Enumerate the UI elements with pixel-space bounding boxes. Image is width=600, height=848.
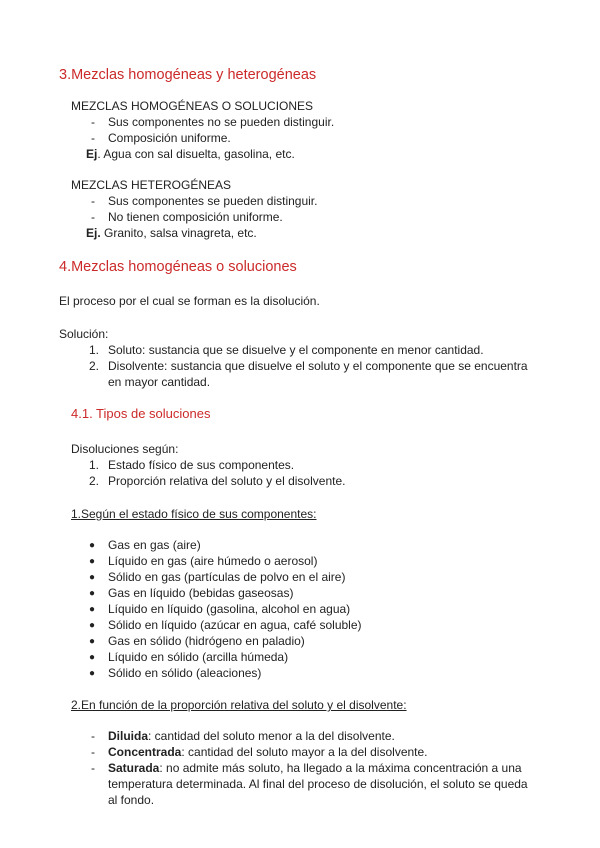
list-item: Sólido en sólido (aleaciones) <box>108 666 262 680</box>
list-number: 2. <box>88 359 99 373</box>
list-item: Sus componentes se pueden distinguir. <box>108 194 318 208</box>
list-item-continuation: en mayor cantidad. <box>108 375 211 389</box>
bullet-marker: ● <box>89 668 96 679</box>
list-item: Líquido en líquido (gasolina, alcohol en agua) <box>108 602 351 616</box>
list-item-continuation: al fondo. <box>108 793 155 807</box>
dash-marker: - <box>91 761 95 775</box>
bullet-marker: ● <box>89 652 96 663</box>
bullet-marker: ● <box>89 620 96 631</box>
list-item: Gas en líquido (bebidas gaseosas) <box>108 586 294 600</box>
section-4-heading: 4.Mezclas homogéneas o soluciones <box>59 259 297 275</box>
list-item: Sólido en gas (partículas de polvo en el aire) <box>108 570 346 584</box>
dash-marker: - <box>91 729 95 743</box>
term: Concentrada <box>108 745 182 759</box>
list-number: 1. <box>88 458 99 472</box>
section-3-heading: 3.Mezclas homogéneas y heterogéneas <box>59 67 317 83</box>
definition: : cantidad del soluto mayor a la del disolvente. <box>181 745 428 759</box>
section-4-intro: El proceso por el cual se forman es la disolución. <box>59 294 320 308</box>
example-label: Ej. <box>86 226 101 240</box>
list-item: Composición uniforme. <box>108 131 231 145</box>
bullet-marker: ● <box>89 588 96 599</box>
solucion-label: Solución: <box>59 327 109 341</box>
heterogeneous-example <box>86 226 257 241</box>
list-number: 2. <box>88 474 99 488</box>
dash-marker: - <box>91 210 95 224</box>
list-item-concentrada <box>108 745 428 760</box>
dash-marker: - <box>91 745 95 759</box>
example-text: . Agua con sal disuelta, gasolina, etc. <box>97 147 295 161</box>
proporcion-heading: 2.En función de la proporción relativa del soluto y el disolvente: <box>71 698 407 712</box>
list-item-continuation: temperatura determinada. Al final del proceso de disolución, el soluto se queda <box>108 777 528 791</box>
homogeneous-title: MEZCLAS HOMOGÉNEAS O SOLUCIONES <box>71 99 314 113</box>
term: Saturada <box>108 761 160 775</box>
estado-fisico-heading: 1.Según el estado físico de sus componentes: <box>71 507 317 521</box>
term: Diluida <box>108 729 149 743</box>
list-item: Sus componentes no se pueden distinguir. <box>108 115 335 129</box>
list-item: Soluto: sustancia que se disuelve y el componente en menor cantidad. <box>108 343 484 357</box>
list-item-saturada <box>108 761 522 776</box>
bullet-marker: ● <box>89 556 96 567</box>
bullet-marker: ● <box>89 572 96 583</box>
example-label: Ej <box>86 147 98 161</box>
list-item: Sólido en líquido (azúcar en agua, café soluble) <box>108 618 362 632</box>
bullet-marker: ● <box>89 636 96 647</box>
dash-marker: - <box>91 194 95 208</box>
list-item: No tienen composición uniforme. <box>108 210 283 224</box>
list-item: Gas en sólido (hidrógeno en paladio) <box>108 634 305 648</box>
tipos-intro: Disoluciones según: <box>71 442 179 456</box>
list-item: Gas en gas (aire) <box>108 538 201 552</box>
subsection-4-1-heading: 4.1. Tipos de soluciones <box>71 406 211 421</box>
definition: : cantidad del soluto menor a la del disolvente. <box>148 729 395 743</box>
bullet-marker: ● <box>89 540 96 551</box>
list-item: Estado físico de sus componentes. <box>108 458 295 472</box>
list-item-diluida <box>108 729 395 744</box>
example-text: Granito, salsa vinagreta, etc. <box>100 226 257 240</box>
dash-marker: - <box>91 115 95 129</box>
bullet-marker: ● <box>89 604 96 615</box>
list-item: Líquido en sólido (arcilla húmeda) <box>108 650 289 664</box>
dash-marker: - <box>91 131 95 145</box>
list-item: Disolvente: sustancia que disuelve el soluto y el componente que se encuentra <box>108 359 528 373</box>
list-number: 1. <box>88 343 99 357</box>
definition: : no admite más soluto, ha llegado a la máxima concentración a una <box>159 761 522 775</box>
homogeneous-example <box>86 147 295 162</box>
list-item: Líquido en gas (aire húmedo o aerosol) <box>108 554 318 568</box>
list-item: Proporción relativa del soluto y el disolvente. <box>108 474 346 488</box>
heterogeneous-title: MEZCLAS HETEROGÉNEAS <box>71 178 232 192</box>
